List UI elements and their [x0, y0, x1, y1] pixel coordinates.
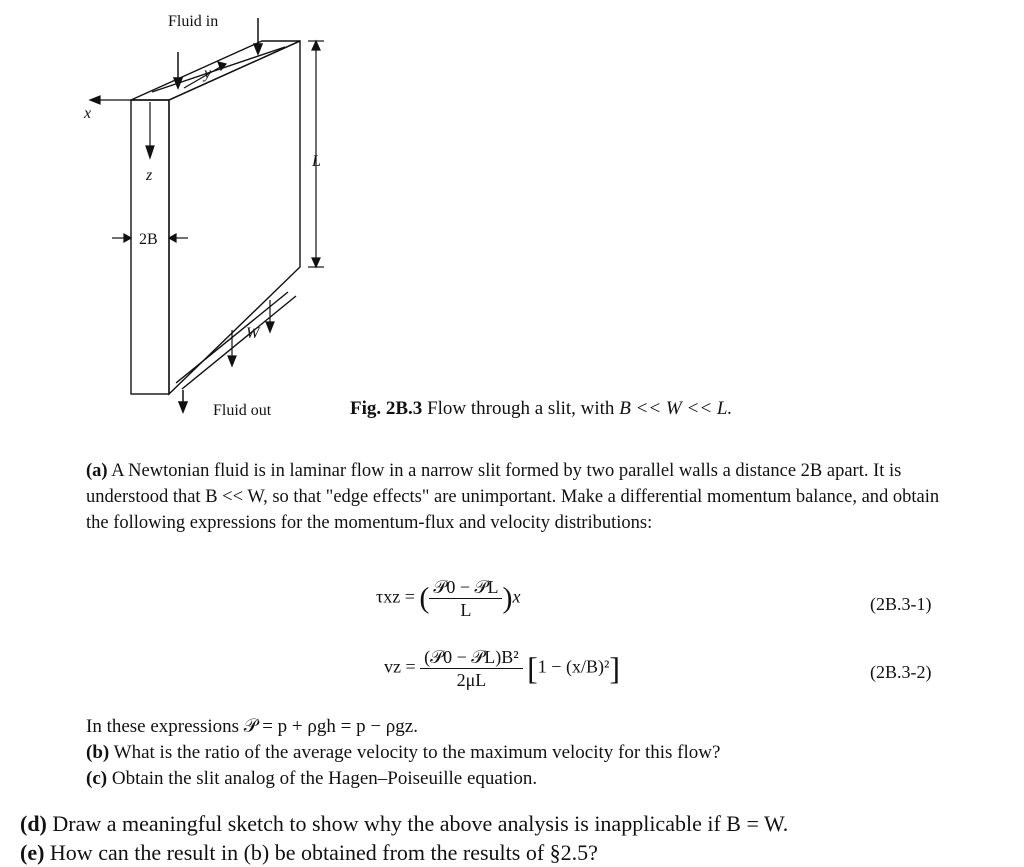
part-a-tag: (a) [86, 461, 108, 481]
part-b-text: What is the ratio of the average velocity to the maximum velocity for this flow? [113, 742, 721, 763]
part-a-paragraph [86, 458, 946, 536]
x-label: x [84, 105, 92, 122]
eq1-denominator: L [460, 600, 472, 620]
fluid-out-arrow [179, 390, 187, 412]
part-a-text: A Newtonian fluid is in laminar flow in a narrow slit formed by two parallel walls a distance 2B apart. It is understood that B << W, so that "edge effects" are unimportant. Make a differential momentum balance, and obtain the following expressions for the momentum-flux and velocity distributions: [86, 461, 940, 533]
width-label: W [246, 325, 260, 342]
slit-flow-figure [0, 0, 340, 430]
part-c-tag: (c) [86, 768, 108, 789]
part-d-text: Draw a meaningful sketch to show why the above analysis is inapplicable if B = W. [52, 811, 789, 836]
part-e [20, 840, 598, 866]
thickness-label: 2B [139, 231, 158, 248]
figure-caption [350, 398, 732, 420]
definition-line: In these expressions 𝒫 = p + ρgh = p − ρgz. [86, 716, 418, 737]
slit-side-face [169, 41, 300, 394]
part-b-tag: (b) [86, 742, 110, 763]
equation-1: τxz = ( $\frac{\text{𝒫0 − 𝒫L}}{L}$ )x [376, 577, 521, 620]
eq2-numerator: (𝒫0 − 𝒫L)B² [420, 646, 523, 669]
part-c-text: Obtain the slit analog of the Hagen–Poiseuille equation. [111, 768, 538, 789]
part-e-tag: (e) [20, 840, 45, 865]
eq1-lhs: τxz = [376, 586, 415, 607]
eq2-lhs: vz = [384, 656, 416, 677]
part-d-tag: (d) [20, 811, 47, 836]
z-label: z [146, 167, 153, 184]
eq2-number: (2B.3-2) [870, 662, 932, 682]
caption-text: Flow through a slit, with [427, 398, 615, 419]
eq2-bracket: 1 − (x/B)² [537, 656, 610, 677]
length-label: L [312, 153, 321, 170]
part-e-text: How can the result in (b) be obtained from the results of §2.5? [49, 840, 598, 865]
y-label: y [204, 65, 212, 82]
fluid-out-label: Fluid out [213, 402, 272, 419]
part-b [86, 742, 720, 764]
eq2-denominator: 2μL [456, 670, 487, 690]
z-axis-arrow [146, 102, 154, 158]
eq1-trail: x [512, 586, 521, 607]
x-axis-arrow [90, 96, 131, 104]
part-c [86, 768, 537, 790]
equation-2: vz = $\frac{\text{(𝒫0 − 𝒫L)B²}}{2\mu L}$ [1 − (x/B)²] [384, 647, 620, 690]
caption-condition: B << W << L. [619, 398, 733, 419]
eq1-number: (2B.3-1) [870, 594, 932, 614]
caption-number: Fig. 2B.3 [350, 398, 423, 419]
eq1-numerator: 𝒫0 − 𝒫L [429, 576, 502, 599]
fluid-in-label: Fluid in [168, 13, 219, 30]
part-d [20, 811, 788, 837]
